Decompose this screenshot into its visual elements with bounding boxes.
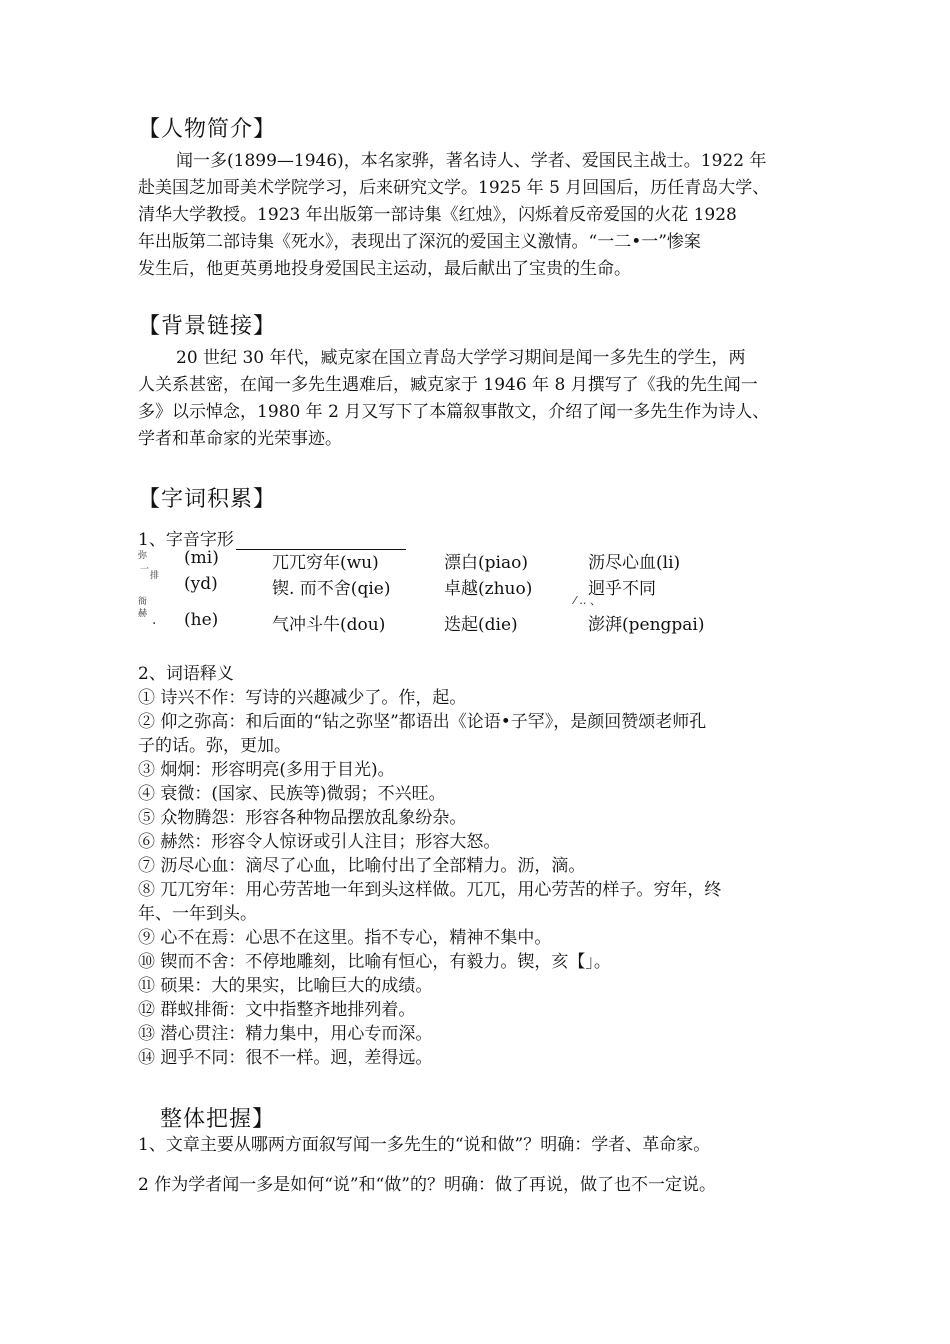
stray-marks: ⁄ .. 、 — [574, 594, 601, 607]
profile-line: 清华大学教授。1923 年出版第一部诗集《红烛》，闪烁着反帝爱国的火花 1928 — [138, 205, 737, 225]
definition-item: ⑪ 硕果：大的果实，比喻巨大的成绩。 — [138, 976, 433, 996]
overview-heading: 整体把握】 — [160, 1107, 276, 1132]
background-line: 学者和革命家的光荣事迹。 — [138, 429, 342, 449]
profile-line: 赴美国芝加哥美术学院学习，后来研究文学。1925 年 5 月回国后，历任青岛大学、 — [138, 178, 770, 198]
definition-item: ② 仰之弥高：和后面的“钻之弥坚”都语出《论语•子罕》，是颜回赞颂老师孔 — [138, 712, 707, 732]
margin-glyph: 赫 — [138, 609, 148, 619]
pinyin-cell: 迭起(die) — [444, 615, 518, 635]
background-line: 20 世纪 30 年代，臧克家在国立青岛大学学习期间是闻一多先生的学生，两 — [176, 348, 746, 368]
definition-item: ⑦ 沥尽心血：滴尽了心血，比喻付出了全部精力。沥，滴。 — [138, 856, 586, 876]
pronunciation-table — [138, 546, 738, 636]
profile-line: 年出版第二部诗集《死水》，表现出了深沉的爱国主义激情。“一二•一”惨案 — [138, 232, 701, 252]
definition-item: 年、一年到头。 — [138, 904, 257, 924]
definition-item: ⑨ 心不在焉：心思不在这里。指不专心，精神不集中。 — [138, 928, 552, 948]
definition-item: ⑭ 迥乎不同：很不一样。迥，差得远。 — [138, 1048, 433, 1068]
definitions-list — [138, 662, 838, 1070]
definition-item: ⑫ 群蚁排衙：文中指整齐地排列着。 — [138, 1000, 416, 1020]
margin-glyph: . — [152, 612, 157, 628]
background-heading: 【背景链接】 — [138, 314, 277, 339]
pinyin-cell: (mi) — [184, 548, 219, 568]
definition-item: ① 诗兴不作：写诗的兴趣减少了。作，起。 — [138, 688, 467, 708]
definition-item: ④ 衰微：(国家、民族等)微弱；不兴旺。 — [138, 784, 446, 804]
definition-item: ⑥ 赫然：形容令人惊讶或引人注目；形容大怒。 — [138, 832, 501, 852]
profile-line: 闻一多(1899—1946)，本名家骅，著名诗人、学者、爱国民主战士。1922 年 — [176, 151, 767, 171]
overview-question-1: 1、文章主要从哪两方面叙写闻一多先生的“说和做”？明确：学者、革命家。 — [138, 1135, 711, 1155]
profile-paragraph — [138, 148, 828, 283]
definition-item: ⑬ 潜心贯注：精力集中，用心专而深。 — [138, 1024, 433, 1044]
pinyin-cell: (he) — [184, 610, 219, 630]
pinyin-cell: 澎湃(pengpai) — [588, 615, 705, 635]
background-line: 多》以示悼念，1980 年 2 月又写下了本篇叙事散文，介绍了闻一多先生作为诗人、 — [138, 402, 770, 422]
overview-question-2: 2 作为学者闻一多是如何“说”和“做”的？明确：做了再说，做了也不一定说。 — [138, 1175, 716, 1195]
pronunciation-label-text: 1、字音字形 — [138, 530, 234, 550]
profile-heading: 【人物简介】 — [138, 117, 277, 142]
definitions-label: 2、词语释义 — [138, 664, 234, 684]
pinyin-cell: 迥乎不同 — [588, 579, 656, 599]
pinyin-cell: (yd) — [184, 574, 218, 594]
background-paragraph — [138, 345, 828, 453]
pinyin-cell: 兀兀穷年(wu) — [272, 553, 379, 573]
margin-glyph: 衙 — [138, 597, 148, 607]
definition-item: ③ 炯炯：形容明亮(多用于目光)。 — [138, 760, 395, 780]
pinyin-cell: 气冲斗牛(dou) — [272, 615, 386, 635]
pinyin-cell: 漂白(piao) — [444, 553, 528, 573]
definition-item: ⑧ 兀兀穷年：用心劳苦地一年到头这样做。兀兀，用心劳苦的样子。穷年，终 — [138, 880, 722, 900]
background-line: 人关系甚密，在闻一多先生遇难后，臧克家于 1946 年 8 月撰写了《我的先生闻一 — [138, 375, 758, 395]
vocab-heading: 【字词积累】 — [138, 487, 277, 512]
pinyin-cell: 沥尽心血(li) — [588, 553, 681, 573]
definition-item: 子的话。弥，更加。 — [138, 736, 291, 756]
pinyin-cell: 卓越(zhuo) — [444, 579, 533, 599]
profile-line: 发生后，他更英勇地投身爱国民主运动，最后献出了宝贵的生命。 — [138, 259, 631, 279]
definition-item: ⑤ 众物腾怨：形容各种物品摆放乱象纷杂。 — [138, 808, 467, 828]
margin-glyph: 排 — [150, 571, 160, 581]
margin-glyph: 弥 — [138, 551, 148, 561]
definition-item: ⑩ 锲而不舍：不停地雕刻，比喻有恒心，有毅力。锲，亥【」。 — [138, 952, 611, 972]
margin-glyph: 一 — [140, 565, 150, 575]
pinyin-cell: 锲. 而不舍(qie) — [272, 579, 391, 599]
